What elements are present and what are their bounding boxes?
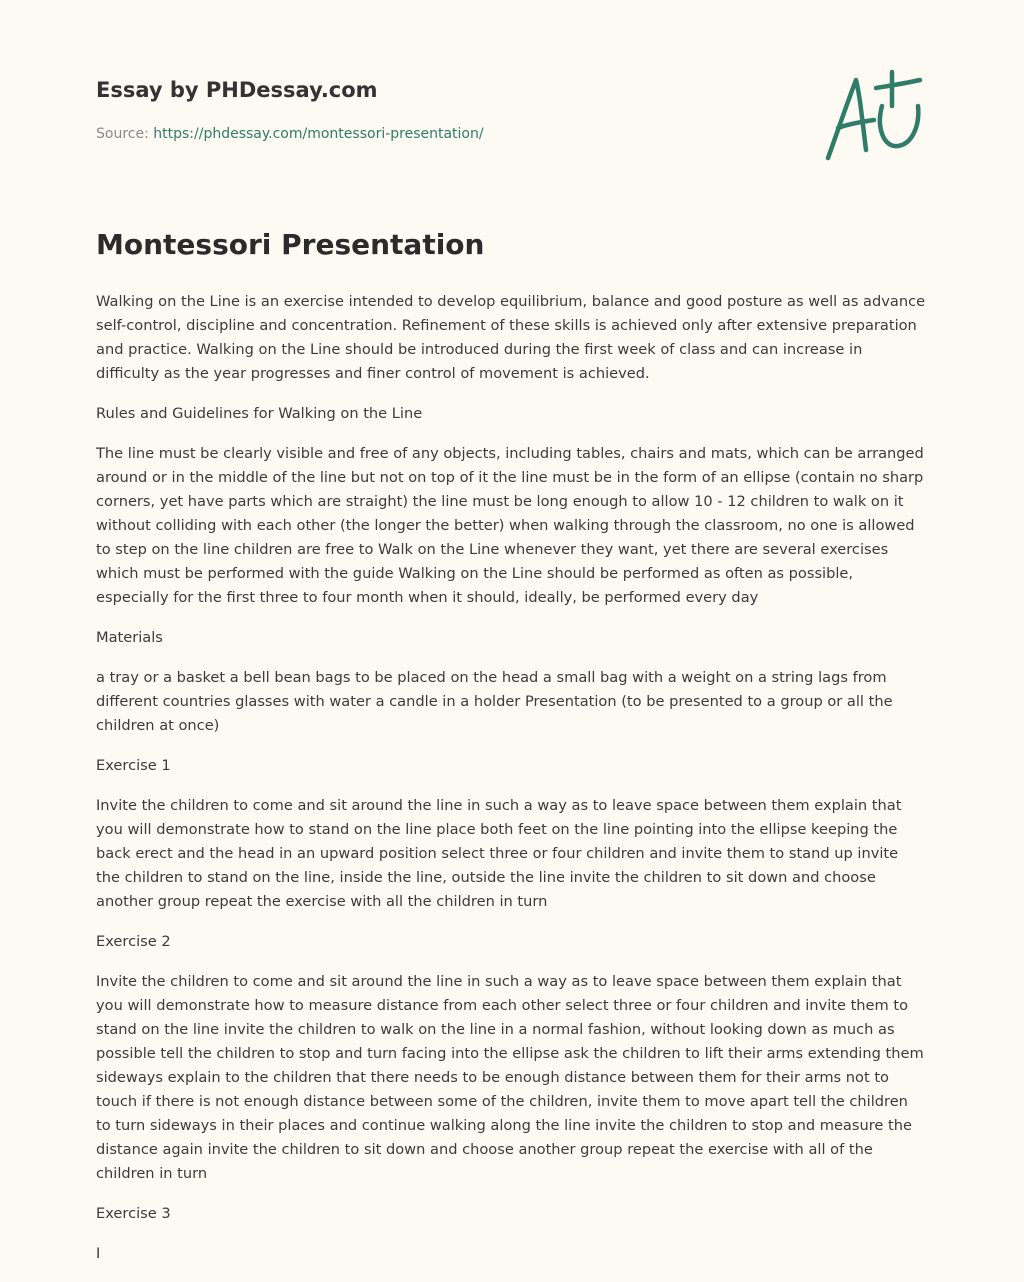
essay-title: Montessori Presentation [96,228,485,261]
paragraph-intro: Walking on the Line is an exercise intended to develop equilibrium, balance and good posture as well as advance self-control, discipline and concentration. Refinement of these skills is achieved only after extensive preparation and practice. Walking on the Line should be introduced during the first week of class and can increase in difficulty as the year progresses and finer control of movement is achieved. [96,293,926,382]
a-plus-logo-icon [822,66,930,166]
source-label: Source: [96,126,154,142]
essay-body [96,226,926,1282]
paragraph-materials: a tray or a basket a bell bean bags to be placed on the head a small bag with a weight on a string lags from different countries glasses with water a candle in a holder Presentation (to be presented to a group or all the children at once) [96,669,893,734]
paragraph-exercise-2: Invite the children to come and sit around the line in such a way as to leave space between them explain that you will demonstrate how to measure distance from each other select three or four children and invite them to stand on the line invite the children to walk on the line in a normal fashion, without looking down as much as possible tell the children to stop and turn facing into the ellipse ask the children to lift their arms extending them sideways explain to the children that there needs to be enough distance between them for their arms not to touch if there is not enough distance between some of the children, invite them to move apart tell the children to turn sideways in their places and continue walking along the line invite the children to stop and measure the distance again invite the children to sit down and choose another group repeat the exercise with all of the children in turn [96,973,924,1182]
essay-header [96,76,796,144]
paragraph-exercise-3-heading: Exercise 3 [96,1205,171,1222]
paragraph-exercise-3: I [96,1245,101,1262]
paragraph-rules-heading: Rules and Guidelines for Walking on the Line [96,405,423,422]
source-line [96,124,796,144]
site-brand: Essay by PHDessay.com [96,78,378,102]
paragraph-exercise-1-heading: Exercise 1 [96,757,171,774]
paragraph-exercise-2-heading: Exercise 2 [96,933,171,950]
paragraph-rules: The line must be clearly visible and free of any objects, including tables, chairs and mats, which can be arranged around or in the middle of the line but not on top of it the line must be in the form of an ellipse (contain no sharp corners, yet have parts which are straight) the line must be long enough to allow 10 - 12 children to walk on it without colliding with each other (the longer the better) when walking through the classroom, no one is allowed to step on the line children are free to Walk on the Line whenever they want, yet there are several exercises which must be performed with the guide Walking on the Line should be performed as often as possible, especially for the first three to four month when it should, ideally, be performed every day [96,445,924,606]
source-link[interactable]: https://phdessay.com/montessori-presentation/ [153,126,484,142]
paragraph-materials-heading: Materials [96,629,163,646]
paragraph-exercise-1: Invite the children to come and sit around the line in such a way as to leave space between them explain that you will demonstrate how to stand on the line place both feet on the line pointing into the ellipse keeping the back erect and the head in an upward position select three or four children and invite them to stand up invite the children to stand on the line, inside the line, outside the line invite the children to sit down and choose another group repeat the exercise with all the children in turn [96,797,902,910]
